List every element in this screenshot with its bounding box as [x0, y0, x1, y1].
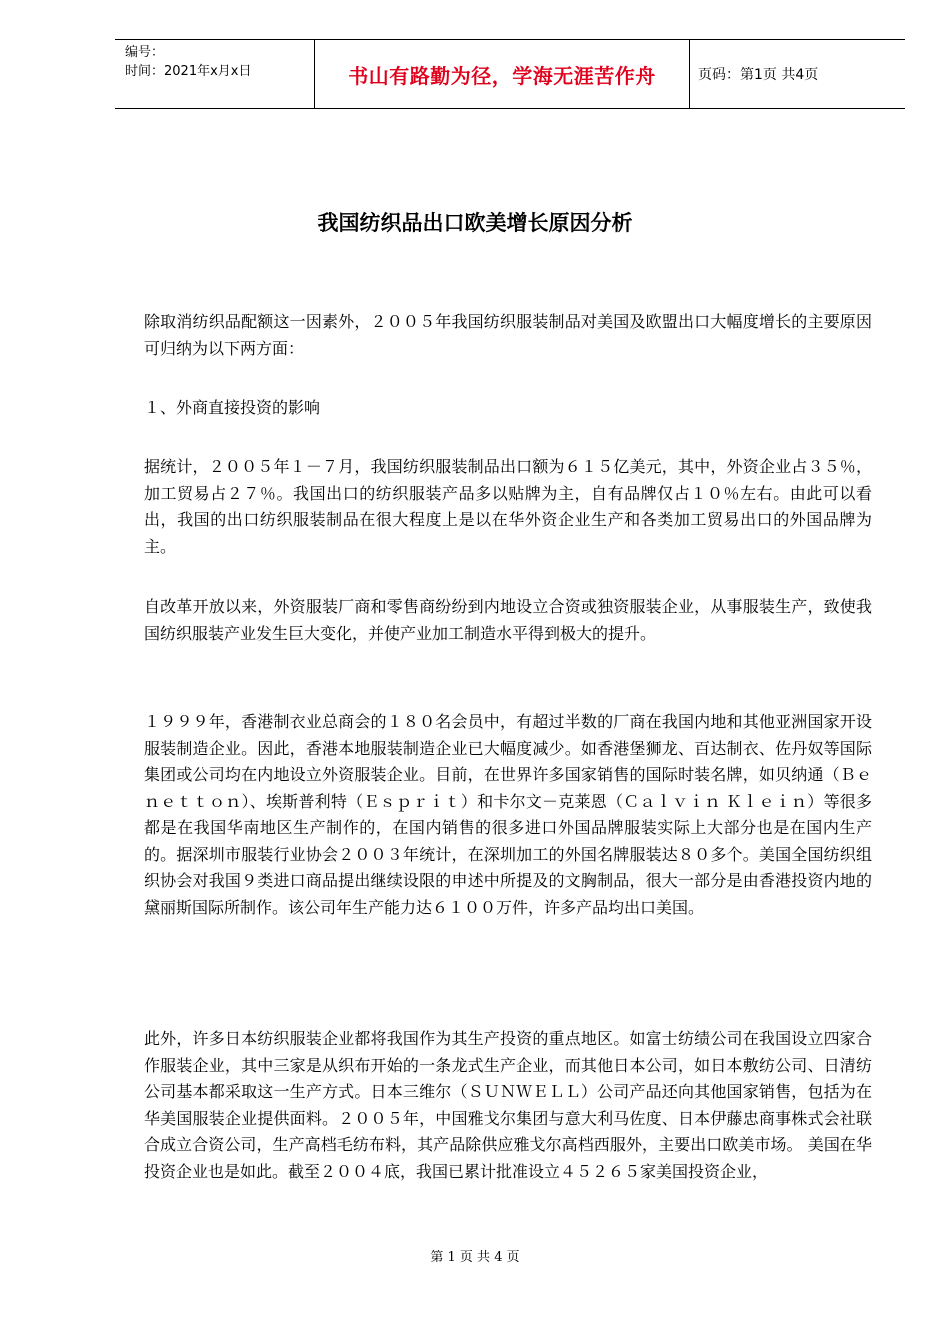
paragraph-text: １９９９年，香港制衣业总商会的１８０名会员中，有超过半数的厂商在我国内地和其他亚洲国家开设服装制造企业。因此，香港本地服装制造企业已大幅度减少。如香港堡狮龙、百达制衣、佐丹奴等国际集团或公司均在内地设立外资服装企业。目前，在世界许多国家销售的国际时装名牌，如贝纳通（Ｂｅｎｅｔｔｏｎ）、埃斯普利特（Ｅｓｐｒｉｔ）和卡尔文－克莱恩（Ｃａｌｖｉｎ Ｋｌｅｉｎ）等很多都是在我国华南地区生产制作的，在国内销售的很多进口外国品牌服装实际上大部分也是在国内生产的。据深圳市服装行业协会２００３年统计，在深圳加工的外国名牌服装达８０多个。美国全国纺织组织协会对我国９类进口商品提出继续设限的申述中所提及的文胸制品，很大一部分是由香港投资内地的黛丽斯国际所制作。该公司年生产能力达６１００万件，许多产品均出口美国。: [144, 712, 872, 917]
paragraph-text: 自改革开放以来，外资服装厂商和零售商纷纷到内地设立合资或独资服装企业，从事服装生产，致使我国纺织服装产业发生巨大变化，并使产业加工制造水平得到极大的提升。: [144, 597, 872, 643]
header-table: [115, 39, 905, 109]
paragraph-reform: [144, 594, 872, 647]
paragraph-hongkong: [144, 709, 872, 921]
header-motto: 书山有路勤为径，学海无涯苦作舟: [315, 40, 690, 108]
section-heading-1: [144, 395, 872, 422]
document-time-label: 时间：2021年x月x日: [125, 64, 252, 79]
section-heading-text: １、外商直接投资的影响: [144, 398, 321, 417]
paragraph-japan: [144, 1026, 872, 1185]
header-meta-cell: [115, 40, 315, 108]
paragraph-text: 除取消纺织品配额这一因素外，２００５年我国纺织服装制品对美国及欧盟出口大幅度增长的主要原因可归纳为以下两方面：: [144, 312, 872, 358]
header-page-info: 页码：第1页 共4页: [698, 67, 819, 83]
document-number-label: 编号：: [125, 45, 165, 60]
paragraph-statistics: [144, 454, 872, 560]
paragraph-text: 此外，许多日本纺织服装企业都将我国作为其生产投资的重点地区。如富士纺绩公司在我国设立四家合作服装企业，其中三家是从织布开始的一条龙式生产企业，而其他日本公司，如日本敷纺公司、日清纺公司基本都采取这一生产方式。日本三维尔（ＳＵＮＷＥＬＬ）公司产品还向其他国家销售，包括为在华美国服装企业提供面料。２００５年，中国雅戈尔集团与意大利马佐度、日本伊藤忠商事株式会社联合成立合资公司，生产高档毛纺布料，其产品除供应雅戈尔高档西服外，主要出口欧美市场。 美国在华投资企业也是如此。截至２００４底，我国已累计批准设立４５２６５家美国投资企业，: [144, 1029, 872, 1181]
page-footer: 第 1 页 共 4 页: [430, 1250, 520, 1265]
document-title: 我国纺织品出口欧美增长原因分析: [317, 210, 633, 235]
paragraph-text: 据统计，２００５年１－７月，我国纺织服装制品出口额为６１５亿美元，其中，外资企业占３５％，加工贸易占２７％。我国出口的纺织服装产品多以贴牌为主，自有品牌仅占１０％左右。由此可以看出，我国的出口纺织服装制品在很大程度上是以在华外资企业生产和各类加工贸易出口的外国品牌为主。: [144, 457, 872, 556]
paragraph-intro: [144, 309, 872, 362]
